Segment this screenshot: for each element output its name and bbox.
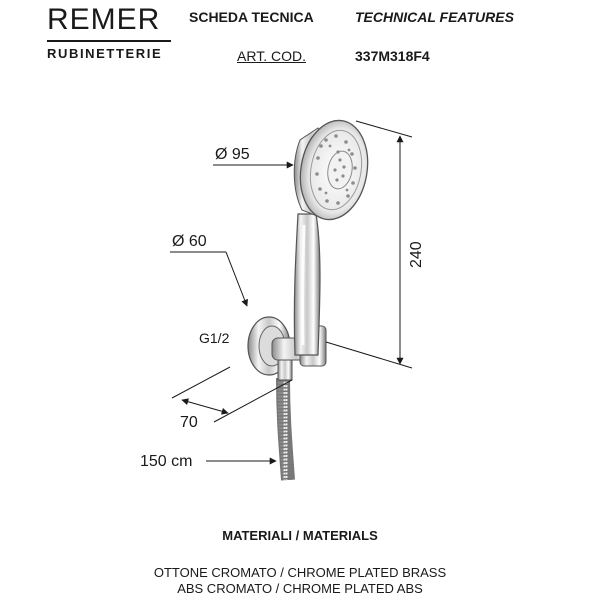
- dimension-hose-length: [140, 453, 276, 470]
- dimension-depth: [172, 367, 292, 431]
- dimension-hose-length-label: 150 cm: [140, 453, 193, 470]
- material-line: ABS CROMATO / CHROME PLATED ABS: [177, 581, 423, 596]
- shower-head: [293, 115, 375, 225]
- shower-hose: [283, 378, 288, 480]
- shower-handle: [294, 214, 320, 355]
- dimension-height-label: 240: [408, 241, 425, 268]
- dimension-flange-diameter: [170, 233, 247, 306]
- brand-subtitle: RUBINETTERIE: [47, 46, 163, 61]
- article-code-value: 337M318F4: [355, 48, 430, 64]
- dimension-head-diameter-label: Ø 95: [215, 146, 250, 163]
- title-italian: SCHEDA TECNICA: [189, 9, 314, 25]
- materials-section: [0, 528, 600, 597]
- article-code-label: ART. COD.: [237, 48, 306, 64]
- dimension-thread-label: G1/2: [199, 330, 230, 346]
- brand-name: REMER: [47, 3, 161, 36]
- dimension-depth-label: 70: [180, 414, 198, 431]
- materials-title: MATERIALI / MATERIALS: [222, 528, 378, 543]
- dimension-head-diameter: [213, 146, 293, 165]
- material-line: OTTONE CROMATO / CHROME PLATED BRASS: [153, 565, 447, 580]
- dimension-flange-diameter-label: Ø 60: [172, 233, 207, 250]
- title-english: TECHNICAL FEATURES: [355, 9, 514, 25]
